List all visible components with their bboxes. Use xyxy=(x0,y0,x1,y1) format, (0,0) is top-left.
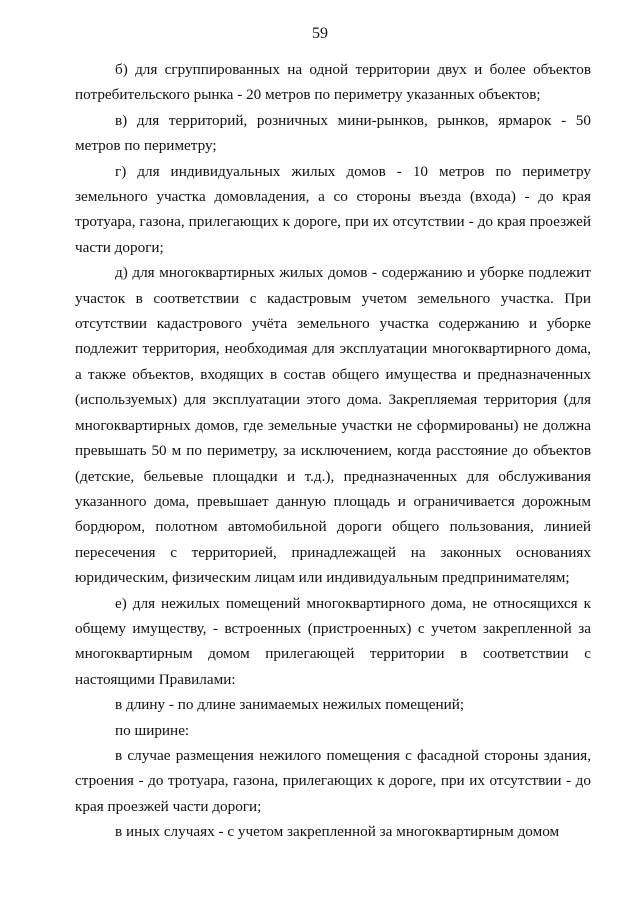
paragraph-g: г) для индивидуальных жилых домов - 10 метров по периметру земельного участка домовладения, а со стороны въезда (входа) - до края тротуара, газона, прилегающих к дороге, при их отсутствии - до края проезжей части дороги; xyxy=(75,162,591,256)
paragraph-e: е) для нежилых помещений многоквартирного дома, не относящихся к общему имуществу, - встроенных (пристроенных) с учетом закрепленной за многоквартирным домом прилегающей территории в соответствии с настоящими Правилами: xyxy=(75,594,591,688)
paragraph-d: д) для многоквартирных жилых домов - содержанию и уборке подлежит участок в соответствии с кадастровым учетом земельного участка. При отсутствии кадастрового учёта земельного участка содержанию и уборке подлежит территория, необходимая для эксплуатации многоквартирного дома, а также объектов, входящих в состав общего имущества и предназначенных (используемых) для эксплуатации этого дома. Закрепляемая территория (для многоквартирных домов, где земельные участки не сформированы) не должна превышать 50 м по периметру, за исключением, когда расстояние до объектов (детские, бельевые площадки и т.д.), предназначенных для обслуживания указанного дома, превышает данную площадь и ограничивается дорожным бордюром, полотном автомобильной дороги общего пользования, линией пересечения с территорией, принадлежащей на законных основаниях юридическим, физическим лицам или индивидуальным предпринимателям; xyxy=(75,264,591,587)
paragraph-v: в) для территорий, розничных мини-рынков, рынков, ярмарок - 50 метров по периметру; xyxy=(75,111,591,155)
paragraph-b: б) для сгруппированных на одной территории двух и более объектов потребительского рынка - 20 метров по периметру указанных объектов; xyxy=(75,61,591,104)
paragraph-facade-case: в случае размещения нежилого помещения с фасадной стороны здания, строения - до тротуара, газона, прилегающих к дороге, при их отсутствии - до края проезжей части дороги; xyxy=(75,746,591,815)
paragraph-width: по ширине: xyxy=(115,721,190,739)
paragraph-other-cases: в иных случаях - с учетом закрепленной за многоквартирным домом xyxy=(115,823,560,841)
page-number: 59 xyxy=(312,25,328,42)
document-body xyxy=(75,57,591,845)
paragraph-length: в длину - по длине занимаемых нежилых помещений; xyxy=(115,696,465,714)
